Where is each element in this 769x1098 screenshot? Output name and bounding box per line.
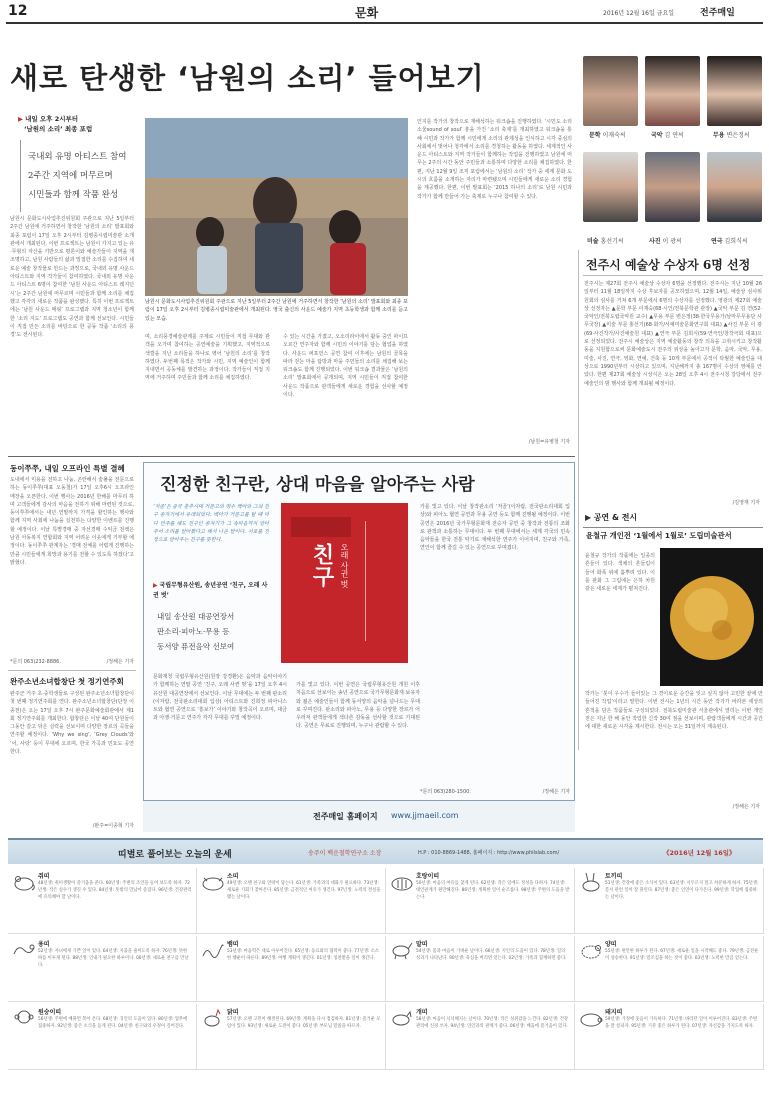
- main-body-col1: 남원시 문화도시사업추진위원회 주관으로 지난 5일부터 2주간 남원에 거주하면서 창작한 ‘남원의 소리’ 발표회와 최종 포럼이 17일 오후 2시부터 김병종시립미술관 소개관에서 개최된다. 이번 프로젝트는 남원이 가지고 있는 유·무형의 자산을 기반으로 평론이와 예술가들이 지역을 재조명하고, 남원 사람들의 삶과 밀접한 소리를 수집하여 새로운 예술 창작물로 만드는 과정으로, 국내외 유명 사운드 아티스트와 지역 작가들이 참여하였다. 국내외 유명 사운드 아티스트 6명이 참여한 ‘남원 사운드 아티스트 레지던시’는 2주간 남원에 머무르며 시민들과 함께 소리를 채집했고 각각의 새로운 작품을 완성했다. 특히 이번 프로젝트에는 ‘남원 사운드 매핑’ 프로그램과 지역 청소년이 함께한 ‘소리 지도’ 프로그램도 공연과 함께 선보인다. 시민들이 직접 만든 소리를 바탕으로 한 공동 작품 ‘소리의 풍경’도 전시된다.: [10, 216, 134, 339]
- homepage-url[interactable]: www.jjmaeil.com: [391, 811, 459, 820]
- snake-icon: [201, 940, 225, 960]
- person-caption: 사진 이 광씨: [649, 238, 682, 245]
- zodiac-horse: 말띠 54년생: 몸과 마음이 가벼운 날이다. 66년생: 지인의 도움이 있다. 78년생: 일의 성과가 나타난다. 90년생: 욕심을 버리면 얻는다. 02년생: 가족과 함께하면 좋다.: [386, 936, 575, 1002]
- concert-body: 완주군 거주 초·중학생들로 구성된 완주소년소녀합창단이 첫 번째 정기연주회를 연다. 완주소년소녀합창단(단장 이종천)은 오는 17일 오후 7시 완주문화예술회관에서 제1회 정기연주회를 개최한다. 합창단은 이날 40여 단원들이 그동안 갈고 닦은 실력을 선보이며 다양한 장르의 곡들을 연주할 예정이다. ‘Why we sing’, ‘Grey Clouds’와 ‘어, 사랑’ 등이 무대에 오르며, 한국 가곡과 민요도 공연한다.: [10, 691, 134, 756]
- people-photos-top: [583, 56, 763, 148]
- homepage-banner: [143, 800, 575, 832]
- main-kicker: ▶ 내일 오후 2시부터 ‘남원의 소리’ 최종 포럼: [18, 115, 93, 133]
- concert-headline: 완주소년소녀합창단 첫 정기연주회: [10, 677, 124, 686]
- exhibit-artwork: [660, 548, 763, 686]
- ox-icon: [201, 872, 225, 892]
- person-caption: 무용 변은정씨: [713, 132, 750, 139]
- zodiac-rabbit: 토끼띠 51년생: 건강에 좋은 소식이 있다. 63년생: 서두르지 말고 차분하게 하자. 75년생: 문서 관련 일이 잘 풀린다. 87년생: 좋은 인연이 다가온다. 99년생: 학업에 집중하는 날이다.: [575, 868, 764, 934]
- exhibit-headline: 윤철규 개인전 ‘1월에서 1월로’ 도립미술관서: [586, 531, 732, 540]
- page-number: 12: [8, 3, 28, 19]
- youth-phone: *문의 063)232-8886.: [10, 659, 61, 665]
- zodiac-rat: 쥐띠 48년생: 취미생활이 즐거움을 준다. 60년생: 주변의 조언을 들어 보도록 하자. 72년생: 작은 실수가 생길 수 있다. 84년생: 뜻밖의 만남이 즐겁다. 96년생: 건강관리에 유의해야 할 날이다.: [8, 868, 197, 934]
- zodiac-ox: 소띠 49년생: 오랜 친구와 연락이 닿는다. 61년생: 가족과의 대화가 필요하다. 73년생: 새로운 기회가 찾아온다. 85년생: 금전적인 여유가 생긴다. 97년생: 노력의 결실을 맺는 날이다.: [197, 868, 386, 934]
- person-photo: [707, 152, 762, 222]
- main-subhead: 국내외 유명 아티스트 참여 2주간 지역에 머무르며 시민들과 함께 작품 완성: [28, 152, 127, 200]
- person-photo: [645, 56, 700, 126]
- dragon-icon: [12, 940, 36, 960]
- monkey-icon: [12, 1008, 36, 1028]
- zodiac-dog: 개띠 58년생: 마음이 넉넉해지는 날이다. 70년생: 작은 성취감을 느낀다. 82년생: 건강관리에 신경 쓰자. 94년생: 연인과의 관계가 좋다. 06년생: 배움에 즐거움이 있다.: [386, 1004, 575, 1070]
- zodiac-monkey: 원숭이띠 56년생: 주변에 베풀면 복이 온다. 68년생: 귀인의 도움이 있다. 80년생: 업무에 집중하자. 92년생: 좋은 소식을 듣게 된다. 04년생: 친구와의 우정이 깊어진다.: [8, 1004, 197, 1070]
- main-body-col4: 인지를 작가의 창작으로 재해석하는 워크숍을 진행하였다. ‘시민도 소리 소울sound of soul’ 흥을 가진 ‘소리 축제’를 개최하였고 워크숍을 통해 시민과 작가가 함께 시민에게 소리의 관계성을 인식하고 시각 중심의 사회에서 벗어나 청각에서 소리를 경청하는 활동을 하였다. 세계적인 사운드 아티스트와 지역 작가들이 함께하는 작업을 진행하였고 남원에 머무는 2주의 시간 동안 주민들과 소통하며 다양한 소리를 채집하였다. 한편, 지난 12월 9일 조직 포럼에서는 ‘남원의 소리’ 작가 중 세계 문화 도시의 흐름을 소개하는 자리가 마련됐으며 시민들에게 새로운 소리 경험을 제공했다. 한편, 이번 발표회는 ‘2015 하나의 소리’로 남원 시민과 작가가 함께 만들어 가는 축제로 누구나 참여할 수 있다.: [417, 119, 572, 200]
- youth-headline: 동이쭈쭈, 내일 오프라인 특별 결혜: [10, 464, 125, 473]
- rooster-icon: [201, 1008, 225, 1028]
- paper-name: 전주매일: [700, 8, 735, 18]
- exhibit-section-label: ▶ 공연 & 전시: [585, 513, 638, 522]
- zodiac-tiger: 호랑이띠 50년생: 마음의 여유를 찾게 된다. 62년생: 작은 일에도 정성을 다하자. 74년생: 대인관계가 원만해진다. 86년생: 계획한 일이 순조롭다. 98년생: 주변의 도움을 받는다.: [386, 868, 575, 934]
- youth-body: 도내에서 미용을 전하고 나눔, 곤란해서 술풀을 전문으로 하는 동이쭈쭈(대표 오동철)가 17일 오후6시 오프라인 매장을 오픈한다. 이번 행사는 2016년 한해를 마무리 하며 고객들에게 감사의 마음을 전하기 위해 마련된 것으로, 동이쭈쭈에서는 내년 연말까지 가격을 할인하는 행사와 함께 지역 사회에 나눔을 실천하는 다양한 이벤트를 진행할 예정이다. 이날 특별경매 중 자선경매 수익금 전액은 남원 아동복지 연합회와 지역 어려운 이웃에게 기부할 예정이다. 동이쭈쭈 관계자는 ‘경매 전체를 어렵게 진행하는 만큼 시민들에게 희망과 용기를 전할 수 있도록 하겠다’고 밝혔다.: [10, 477, 134, 566]
- section-name: 문화: [355, 6, 379, 20]
- book-body-col1: 문화재청 국립무형유산원(원장 강경환)은 음악과 음악이야기가 함께하는 연말 공연 ‘친구, 오래 사귄 벗’을 17일 오후 4시 유산원 대공연장에서 선보인다. 이날 무대에는 두 번째 판소리(이자람, 전국판소리대회 입상) 아티스트와 진희정 피아니스트와 협연 공연으로 ‘흥보가’ 이야기와 창작곡이 오르며, 대금과 아쟁·거문고 연주가 각각 무대를 꾸밀 예정이다.: [153, 674, 287, 722]
- people-photos-bottom: [583, 152, 763, 247]
- book-body-col2: 가를 빛고 있다. 이날 창작판소리 ‘저골’(이자람, 전국판소리대회 입상)와 피아노 협연 공연과 무용 공연 등도 함께 진행될 예정이다. 이번 공연은 2016년 국가무형문화재 전승자 공연 중 창작과 전통의 조화로 관객과 소통하는 무대이다. 두 번째 무대에서는 세계 각국의 민속 음악들을 한국 전통 악기로 재해석한 연주가 이어지며, 친구와 가족, 연인이 함께 즐길 수 있는 공연으로 꾸며졌다.: [420, 504, 570, 552]
- person-photo: [645, 152, 700, 222]
- exhibit-body-top: 윤철규 작가의 작품에는 일종의 흔들이 있다. 색채의 흔들림이 들어 화폭 위에 흩뿌려 있다. 이를 판화 그 그림에는 은하 차원 같은 새로운 세계가 펼쳐진다.: [585, 553, 655, 593]
- performance-poster: [281, 503, 408, 663]
- zodiac-pig: 돼지띠 59년생: 가정에 웃음이 가득하다. 71년생: 바라던 일이 이루어진다. 83년생: 주변을 잘 살피자. 95년생: 기분 좋은 하루가 된다. 07년생: 자신감을 가지도록 하자.: [575, 1004, 764, 1070]
- zodiac-dragon: 용띠 52년생: 자녀에게 기쁜 일이 있다. 64년생: 지출을 줄이도록 하자. 76년생: 뜻한 바를 이루게 된다. 88년생: 인내가 필요한 하루이다. 00년생: 새로운 친구를 만난다.: [8, 936, 197, 1002]
- book-phone: *문의 063)280-1500.: [420, 789, 471, 795]
- poster-subtitle: 오래 사귄 벗: [340, 543, 349, 589]
- exhibit-body-bottom: 작가는 ‘붓이 우수가 들어있는 그 경이로운 순간을 잊고 싶지 않아 고민한 끝에 만들어진 작업’이라고 말한다. 이번 전시는 1년의 시간 동안 작가가 바라본 세상의 흔적을 담은 작품들로 구성되었다. 전북도립미술관 서울관에서 열리는 이번 개인전은 지난 한 해 동안 작업한 신작 30여 점을 선보이며, 관람객들에게 시간과 공간에 대한 새로운 시각을 제시한다. 전시는 오는 31일까지 계속된다.: [585, 691, 763, 731]
- fortune-date: 《2016년 12월 16일》: [663, 849, 736, 857]
- pig-icon: [579, 1008, 603, 1028]
- zodiac-sheep: 양띠 55년생: 편안한 하루가 된다. 67년생: 새로운 일을 시작해도 좋다. 79년생: 금전운이 상승한다. 91년생: 말조심을 하는 것이 좋다. 03년생: 노력한 만큼 얻는다.: [575, 936, 764, 1002]
- main-byline: /남원=유병철 기자: [528, 439, 570, 445]
- main-headline: 새로 탄생한 ‘남원의 소리’ 들어보기: [10, 61, 485, 95]
- person-photo: [583, 152, 638, 222]
- zodiac-rooster: 닭띠 57년생: 오랜 고민이 해결된다. 69년생: 계획을 다시 점검하자. 81년생: 즐거운 모임이 있다. 93년생: 새로운 도전이 좋다. 05년생: 부모님 말씀을 따르자.: [197, 1004, 386, 1070]
- person-photo: [583, 56, 638, 126]
- book-pullquote: ‘저골’은 중국 춘추시대 거문고의 명수 백아와 그의 친구 종자기에서 유래되었다. 백아가 거문고를 탈 때 마다 연주를 해도 친구인 종자기가 그 속마음까지 알아주어 소리를 알아봤다고 해서 나온 말이다. 서로를 진정으로 알아주는 친구를 뜻한다.: [153, 504, 269, 544]
- rat-icon: [12, 872, 36, 892]
- fortune-grid: [8, 868, 764, 1078]
- page-header: [0, 0, 769, 24]
- tiger-icon: [390, 872, 414, 892]
- fortune-title: 띠별로 풀어보는 오늘의 운세: [118, 850, 232, 860]
- horse-icon: [390, 940, 414, 960]
- person-caption: 문학 이재숙씨: [589, 132, 626, 139]
- book-body-col3: 가를 빛고 있다. 이번 공연은 국립무형유산원 개원 이후 처음으로 선보이는 송년 공연으로 국가무형문화재 보유자와 젊은 예술인들이 함께 동서양의 음악을 넘나드는 무대로 꾸며진다. 판소리와 피아노, 무용 등 다양한 장르가 어우러져 관객들에게 색다른 감동을 선사할 것으로 기대된다. 공연은 무료로 진행되며, 누구나 관람할 수 있다.: [296, 682, 420, 730]
- issue-date: 2016년 12월 16일 금요일: [603, 10, 675, 17]
- main-body-col2: 며, 소리풍경예술관계를 주제로 시민들이 직접 무대와 관객을 오가며 참여하는 공연예술을 기획했고, 지역적으로 색깔을 지닌 소리들을 하나로 엮어 ‘남원의 소리’를 창작하였다. 두번째 목적은 작가와 시민, 지역 예술인이 함께 지내면서 공동체를 발견하는 과정이다. 작가들이 직접 지역에 거주하며 주민들과 함께 소리를 채집하였다.: [145, 334, 270, 382]
- person-caption: 연극 김희식씨: [711, 238, 748, 245]
- award-headline: 전주시 예술상 수상자 6명 선정: [586, 258, 751, 272]
- sheep-icon: [579, 940, 603, 960]
- fortune-contact: H.P : 010-8869-1488, 홈페이지 : http://www.philslab.com/: [418, 850, 560, 856]
- concert-byline: /완주=이종혁 기자: [92, 823, 134, 829]
- header-rule: [6, 22, 763, 24]
- exhibit-byline: /정해은 기자: [732, 804, 760, 810]
- artwork-circle: [660, 548, 763, 686]
- main-photo: [145, 118, 408, 296]
- person-caption: 미술 홍선기씨: [587, 238, 624, 245]
- youth-byline: /정해은 기자: [106, 659, 134, 665]
- book-kicker: ▶ 국립무형유산원, 송년공연 ‘친구, 오래 사귄 벗’: [153, 582, 268, 599]
- award-body: 전주시는 제27회 전주시 예술상 수상자 6명을 선정했다. 전주시는 지난 10월 26일부터 11월 18일까지 수상 후보자를 공모하였으며, 12월 14일, 예술상 심사위원회의 심사를 거쳐 6개 부문에서 6명의 수상자를 선정했다. 영광의 제27회 예술상 선정자는 ▲문학 부문 이재숙(68·시인/전북문학관 관장) ▲국악 부문 김 연(52·국악인/전북도립국악원 교수) ▲무용 부문 변은정(38·한국무용가/날마무무용단 사무국장) ▲미술 부문 홍선기(68·화가/서예미술문화연구회 대표) ▲사진 부문 이 광(69·사진작가/사진예술원 대표) ▲연극 부문 김희식(59·연극인/창작극회 대표)으로 선정되었다. 전주시 예술상은 지역 예술활동의 창작 의욕을 고취시키고 창작활동을 지원함으로써 문화예술도시 전주의 위상을 높이고자 문학, 음악, 국악, 무용, 미술, 사진, 연극, 영화, 연예, 건축 등 10개 부문에서 공적이 탁월한 예술인을 대상으로 1990년부터 시상하고 있으며, 지난해까지 총 167명이 수상의 영예를 안았다. 한편 제27회 예술상 시상식은 오는 28일 오후 4시 전주시청 강당에서 전주예술인의 밤 행사와 함께 개최될 예정이다.: [584, 281, 762, 387]
- poster-title: 친구: [309, 543, 335, 587]
- book-byline: /정해은 기자: [542, 789, 570, 795]
- rabbit-icon: [579, 872, 603, 892]
- fortune-header: [8, 838, 763, 864]
- homepage-label: 전주매일 홈페이지: [313, 812, 378, 821]
- photo-figures: [145, 118, 408, 296]
- dog-icon: [390, 1008, 414, 1028]
- person-photo: [707, 56, 762, 126]
- book-headline: 진정한 친구란, 상대 마음을 알아주는 사람: [160, 475, 475, 495]
- main-body-col3: 수 있는 시간을 가졌고, 오소리라이에서 활동 중인 파이프 오르간 연주자와 함께 시민의 이야기를 담는 협업을 하였다. 사운드 퍼포먼스 공연 참여 이후에는 남원의 골목을 따라 걷는 마을 탐방과 마을 주민들의 소리를 채집해 보는 워크숍도 함께 진행되었다. 이번 워크숍 결과물은 ‘남원의 소리’ 발표회에서 공개되며, 지역 시민들이 직접 참여한 사운드 작품으로 관객들에게 새로운 경험을 선사할 예정이다.: [283, 334, 408, 399]
- award-byline: /김영재 기자: [732, 500, 760, 506]
- zodiac-snake: 뱀띠 53년생: 마음먹은 대로 이루어진다. 65년생: 동료와의 협력이 좋다. 77년생: 소소한 행운이 따른다. 89년생: 여행 계획이 생긴다. 01년생: 칭찬받을 일이 생긴다.: [197, 936, 386, 1002]
- fortune-institute: 송주이 백운철학연구소 소장: [308, 850, 382, 857]
- person-caption: 국악 김 연씨: [651, 132, 684, 139]
- main-photo-caption: 남원시 문화도시사업추진위원회 주관으로 지난 5일부터 2주간 남원에 거주하면서 창작한 ‘남원의 소리’ 발표회와 최종 포럼이 17일 오후 2시부터 김병종시립미술관에서 개최된다. 영국 출신의 사운드 예술가 지역 초등학생과 함께 소리를 듣고 있는 모습.: [145, 299, 408, 322]
- book-subhead: 내일 송산원 대공연장서 판소리·피아노·무용 등 동서양 퓨전음악 선보여: [157, 612, 235, 651]
